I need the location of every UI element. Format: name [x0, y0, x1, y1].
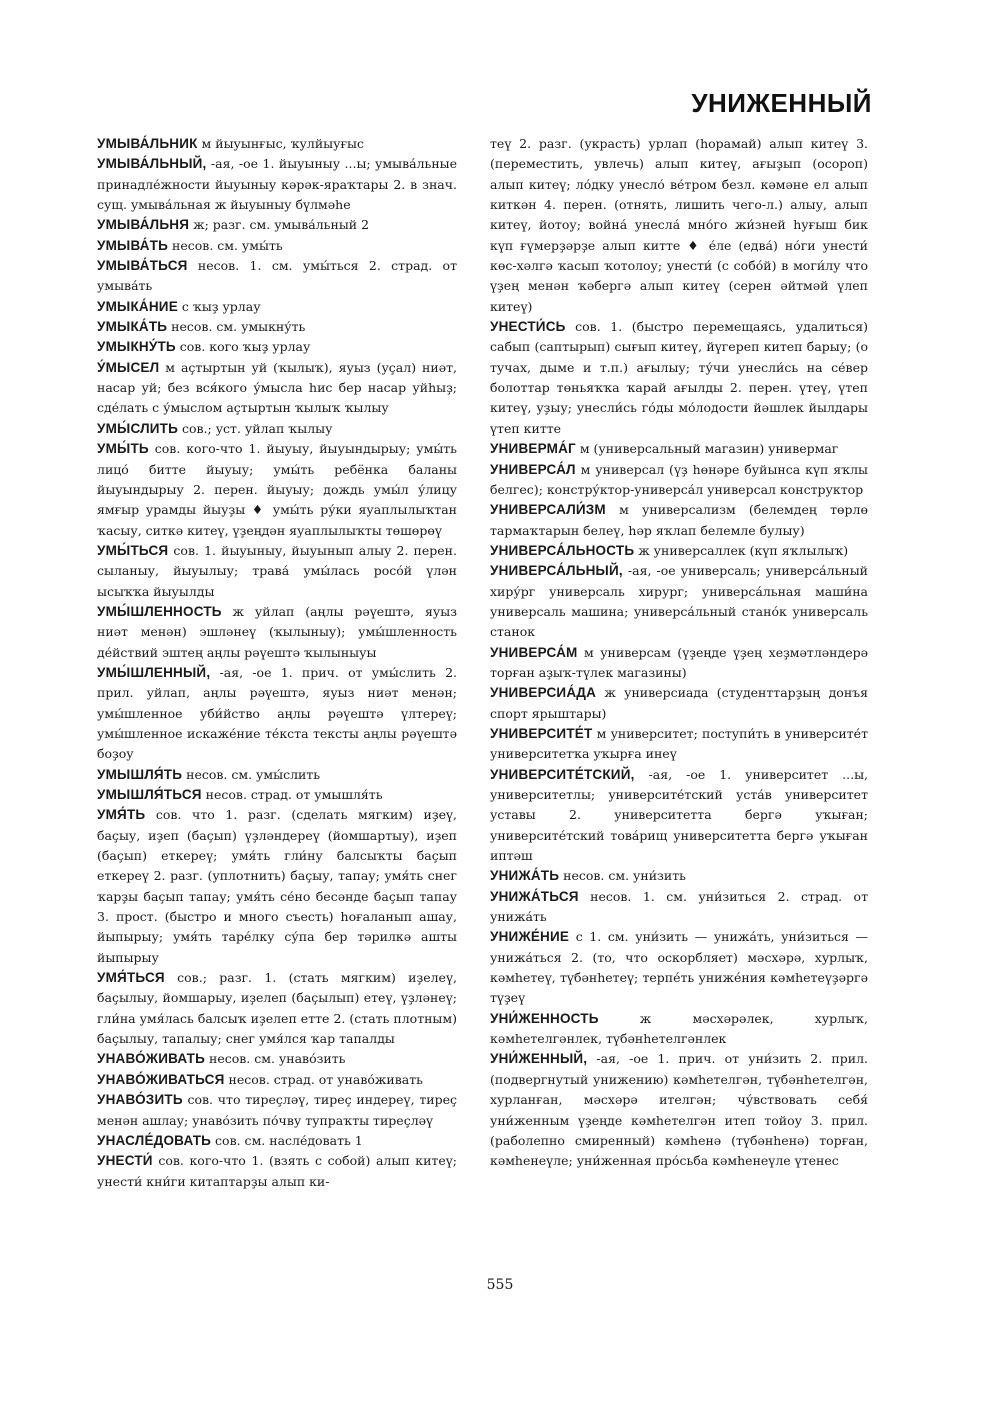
entry-definition: сов. кого ҡыҙ урлау — [175, 339, 311, 355]
dictionary-entry — [490, 683, 868, 724]
dictionary-entry — [490, 765, 868, 867]
entry-definition: ж универсиада (студенттарҙың донъя спорт ярыштары) — [490, 685, 868, 721]
entry-definition: ж универсаллек (күп яҡлылыҡ) — [634, 542, 849, 558]
entry-headword: УНИВЕРМА́Г — [490, 441, 576, 457]
entry-headword: УНИ́ЖЕННЫЙ, — [490, 1051, 588, 1067]
entry-definition: несов. см. умыкну́ть — [167, 319, 306, 335]
entry-definition: ж; разг. см. умыва́льный 2 — [189, 217, 370, 233]
dictionary-entry — [490, 643, 868, 684]
entry-headword: УНАВО́ЖИВАТЬ — [97, 1051, 206, 1067]
entry-headword: УНИВЕРСА́ЛЬНЫЙ, — [490, 563, 623, 579]
entry-definition: м университет; поступи́ть в университе́т университетҡа уҡырға инеү — [490, 725, 868, 762]
entry-headword: УНИВЕРСИА́ДА — [490, 685, 597, 701]
entry-definition: -ая, -ое 1. прич. от уни́зить 2. прил. (подвергнутый унижению) кәмһетелгән, түбәнһетелгән, хурланған, мәсхәрә ителгән; чу́вствовать себя́ уни́женным үҙеңде кәмһетелгән итеп тойоу 3. прил. (раболепно смиренный) кәмһенә (түбәнһенә) торған, кәмһенеүле; уни́женная про́сьба кәмһенеүле үтенес — [490, 1051, 868, 1169]
entry-definition: сов. что тиреҫләү, тиреҫ индереү, тиреҫ менән ашлау; унаво́зить по́чву тупраҡты тиреҫләү — [97, 1092, 457, 1128]
entry-definition: -ая, -ое универсаль; универса́льный хиру́рг универсаль хирург; универса́льная маши́на универсаль машина; универса́льный стано́к универсаль станок — [490, 563, 868, 640]
entry-definition: сов. что 1. разг. (сделать мягким) иҙеү, баҫыу, иҙеп (баҫып) үҙләндереү (йомшартыу), иҙеп (баҫып) еткереү; умя́ть гли́ну балсыҡты баҫып еткереү 2. разг. (уплотнить) баҫыу, тапау; умя́ть снег ҡарҙы баҫып тапау; умя́ть се́но бесәнде баҫып тапау 3. прост. (быстро и много съесть) һоғаланып ашау, йыпырыу; умя́ть таре́лку су́па бер тәрилкә ашты йыпырыу — [97, 807, 457, 965]
dictionary-entry — [490, 134, 868, 317]
dictionary-entry — [490, 561, 868, 642]
entry-headword: УНИЖЕ́НИЕ — [490, 929, 570, 945]
dictionary-entry — [97, 602, 457, 663]
entry-headword: УМЫВА́ТЬСЯ — [97, 258, 188, 274]
entry-definition: несов. страд. от умышля́ть — [201, 787, 383, 802]
entry-definition: -ая, -ое 1. университет ...ы, университетлы; университе́тский уста́в университет уставы 2. университетта бергә уҡыған; университе́тский това́рищ университетта бергә уҡыған иптәш — [490, 766, 868, 864]
entry-headword: УМЫКА́НИЕ — [97, 298, 178, 314]
dictionary-entry — [97, 663, 457, 765]
entry-definition: ж мәсхәрәлек, хурлыҡ, кәмһетелгәнлек, түбәнһетелгәнлек — [490, 1010, 868, 1047]
running-head: УНИЖЕННЫЙ — [691, 88, 872, 118]
entry-definition: несов. см. унаво́зить — [205, 1051, 346, 1067]
dictionary-entry — [97, 419, 457, 439]
entry-headword: УМЫ́ШЛЕННЫЙ, — [97, 664, 211, 680]
dictionary-entry — [97, 317, 457, 337]
dictionary-entry — [97, 1131, 457, 1151]
entry-definition: несов. см. уни́зить — [559, 868, 686, 884]
dictionary-entry — [97, 256, 457, 297]
entry-definition: несов. 1. см. умы́ться 2. страд. от умыва́ть — [97, 258, 457, 294]
entry-definition: -ая, -ое 1. йыуыныу ...ы; умыва́льные принадле́жности йыуыныу кәрәк-яраҡтары 2. в знач. сущ. умыва́льная ж йыуыныу бүлмәһе — [97, 156, 457, 213]
entry-headword: УНАВО́ЖИВАТЬСЯ — [97, 1071, 225, 1087]
entry-headword: УМЫВА́ТЬ — [97, 237, 169, 253]
dictionary-entry — [490, 927, 868, 1008]
entry-headword: УМЫ́ТЬСЯ — [97, 542, 169, 558]
entry-headword: УМЯ́ТЬСЯ — [97, 970, 165, 986]
entry-headword: УМЫ́ШЛЕННОСТЬ — [97, 603, 222, 619]
page-number: 555 — [486, 1277, 514, 1293]
dictionary-entry — [97, 154, 457, 215]
left-column — [97, 134, 457, 1192]
entry-definition: сов.; уст. уйлап ҡылыу — [178, 420, 333, 436]
entry-definition: несов. см. умы́ть — [168, 237, 283, 253]
dictionary-entry — [490, 1049, 868, 1171]
entry-headword: УМЫ́СЛИТЬ — [97, 420, 178, 436]
entry-headword: УМЫВА́ЛЬНЫЙ, — [97, 156, 207, 172]
entry-definition: ж уйлап (аңлы рәүештә, яуыз ниәт менән) эшләнеү (ҡылыныу); умы́шленность де́йствий эштең аңлы рәүештә ҡылыныуы — [97, 603, 457, 660]
dictionary-entry — [97, 134, 457, 154]
entry-definition: сов. см. насле́довать 1 — [211, 1132, 363, 1148]
entry-definition: сов. 1. йыуыныу, йыуынып алыу 2. перен. сыланыу, йыуылыу; трава́ умы́лась росо́й үлән ысыҡҡа йыуылды — [97, 542, 457, 599]
dictionary-entry — [490, 866, 868, 886]
entry-headword: УМЯ́ТЬ — [97, 807, 146, 823]
dictionary-entry — [97, 358, 457, 419]
dictionary-entry — [97, 236, 457, 256]
entry-headword: УНИВЕРСАЛИ́ЗМ — [490, 502, 606, 518]
entry-headword: УМЫВА́ЛЬНИК — [97, 136, 198, 151]
dictionary-entry — [97, 805, 457, 968]
entry-headword: УНИВЕРСА́ЛЬНОСТЬ — [490, 542, 635, 558]
dictionary-entry — [490, 887, 868, 928]
entry-definition: несов. 1. см. уни́зиться 2. страд. от унижа́ть — [490, 888, 868, 925]
dictionary-entry — [490, 460, 868, 501]
entry-headword: УНЕСТИ́СЬ — [490, 319, 566, 335]
dictionary-entry — [97, 297, 457, 317]
entry-definition: с 1. см. уни́зить — унижа́ть, уни́зиться — унижа́ться 2. (то, что оскорбляет) мәсхәрә, хурлыҡ, кәмһетеү, түбәнһетеү; терпе́ть униже́ния кәмһетеүҙәргә түҙеү — [490, 929, 868, 1006]
entry-headword: УНИВЕРСИТЕ́ТСКИЙ, — [490, 766, 635, 782]
entry-headword: УНИ́ЖЕННОСТЬ — [490, 1010, 599, 1026]
entry-definition: сов. 1. (быстро перемещаясь, удалиться) сабып (саптырып) сығып китеү, йүгереп китеп барыу; (о тучах, дыме и т.п.) ағылыу; ту́чи унесли́сь на се́вер болоттар төньяҡҡа ҡарай ағылды 2. перен. үтеү, үтеп китеү, уҙыу; унесли́сь го́ды мо́лодости йәшлек йылдары үтеп китте — [490, 319, 868, 436]
entry-headword: УМЫШЛЯ́ТЬСЯ — [97, 787, 202, 802]
entry-definition: м йыуынғыс, ҡулйыуғыс — [197, 136, 364, 151]
entry-headword: УНАСЛЕ́ДОВАТЬ — [97, 1132, 212, 1148]
dictionary-entry — [97, 968, 457, 1049]
entry-headword: УНИЖА́ТЬСЯ — [490, 888, 579, 904]
entry-headword: УНИВЕРСА́Л — [490, 461, 576, 477]
entry-headword: УМЫВА́ЛЬНЯ — [97, 217, 190, 233]
entry-definition: сов. кого-что 1. йыуыу, йыуындырыу; умы́ть лицо́ битте йыуыу; умы́ть ребёнка баланы йыуындырыу 2. перен. йыуыу; дождь умы́л у́лицу ямғыр урамды йыуҙы ♦ умы́ть ру́ки яуаплылыҡтан ҡасыу, ситкә китеү, үҙеңдән яуаплылыҡты төшөрөү — [97, 441, 457, 538]
entry-headword: УНАВО́ЗИТЬ — [97, 1092, 183, 1108]
entry-definition: м (универсальный магазин) универмаг — [575, 441, 839, 457]
entry-headword: УНЕСТИ́ — [97, 1153, 153, 1169]
dictionary-entry — [490, 1009, 868, 1050]
entry-definition: сов. кого-что 1. (взять с собой) алып китеү; унести́ кни́ги китаптарҙы алып ки- — [97, 1153, 457, 1189]
entry-headword: УМЫШЛЯ́ТЬ — [97, 766, 183, 782]
entry-definition: м универсал (үҙ һөнәре буйынса күп яҡлы белгес); констру́ктор-универса́л универсал конструктор — [490, 461, 868, 497]
dictionary-entry — [490, 724, 868, 765]
dictionary-entry — [97, 337, 457, 357]
entry-definition: с ҡыҙ урлау — [177, 298, 261, 314]
dictionary-entry — [97, 1090, 457, 1131]
entry-definition: -ая, -ое 1. прич. от умы́слить 2. прил. уйлап, аңлы рәүештә, яуыз ниәт менән; умы́шленное уби́йство аңлы рәүештә үлтереү; умы́шленное искаже́ние те́кста тексты аңлы рәүештә боҙоу — [97, 664, 457, 762]
dictionary-entry — [97, 215, 457, 235]
entry-headword: УНИВЕРСА́М — [490, 644, 578, 660]
entry-definition: м универсализм (белемдең төрлө тармаҡтарын белеү, һәр яҡлап белемле булыу) — [490, 502, 868, 538]
right-column — [490, 134, 868, 1172]
dictionary-entry — [490, 317, 868, 439]
entry-definition: м универсам (үҙеңде үҙең хеҙмәтләндерә торған аҙыҡ-түлек магазины) — [490, 644, 868, 680]
entry-definition: несов. страд. от унаво́живать — [224, 1071, 423, 1087]
entry-definition: м аҫтыртын уй (ҡылыҡ), яуыз (уҫал) ниәт, насар уй; без вся́кого у́мысла һис бер насар уйһыҙ; сде́лать с у́мыслом аҫтыртын ҡылыҡ ҡылыу — [97, 359, 457, 416]
entry-headword: У́МЫСЕЛ — [97, 359, 160, 375]
entry-headword: УМЫ́ТЬ — [97, 441, 149, 457]
dictionary-entry — [97, 1070, 457, 1090]
entry-headword: УМЫКНУ́ТЬ — [97, 339, 176, 355]
dictionary-entry — [490, 500, 868, 541]
entry-definition: теү 2. разг. (украсть) урлап (һорамай) алып китеү 3. (переместить, увлечь) алып китеү, ағыҙып (осороп) алып китеү; ло́дку унесло́ ве́тром безл. кәмәне ел алып киткән 4. перен. (отнять, лишить чего-л.) алыу, алып китеү, йотоу; война́ унесла́ мно́го жи́зней һуғыш бик күп ғүмерҙәрҙе алып китте ♦ е́ле (едва́) но́ги унести́ көс-хәлгә ҡасып ҡотолоу; унести́ (с собо́й) в моги́лу что үҙең менән ҡәбергә алып китеү (серен әйтмәй үлеп китеү) — [490, 136, 868, 314]
entry-headword: УМЫКА́ТЬ — [97, 319, 168, 335]
dictionary-entry — [97, 765, 457, 785]
dictionary-entry — [97, 541, 457, 602]
entry-definition: сов.; разг. 1. (стать мягким) иҙелеү, баҫылыу, йомшарыу, иҙелеп (баҫылып) етеү, үҙләнеү; гли́на умя́лась балсыҡ иҙелеп етте 2. (стать плотным) баҫылыу, тапалыу; снег умя́лся ҡар тапалды — [97, 970, 457, 1047]
entry-headword: УНИЖА́ТЬ — [490, 868, 560, 884]
dictionary-entry — [97, 1151, 457, 1192]
dictionary-entry — [97, 439, 457, 541]
dictionary-entry — [490, 439, 868, 459]
entry-definition: несов. см. умы́слить — [182, 766, 321, 782]
dictionary-entry — [97, 1049, 457, 1069]
dictionary-entry — [97, 785, 457, 805]
dictionary-entry — [490, 541, 868, 561]
entry-headword: УНИВЕРСИТЕ́Т — [490, 725, 593, 741]
